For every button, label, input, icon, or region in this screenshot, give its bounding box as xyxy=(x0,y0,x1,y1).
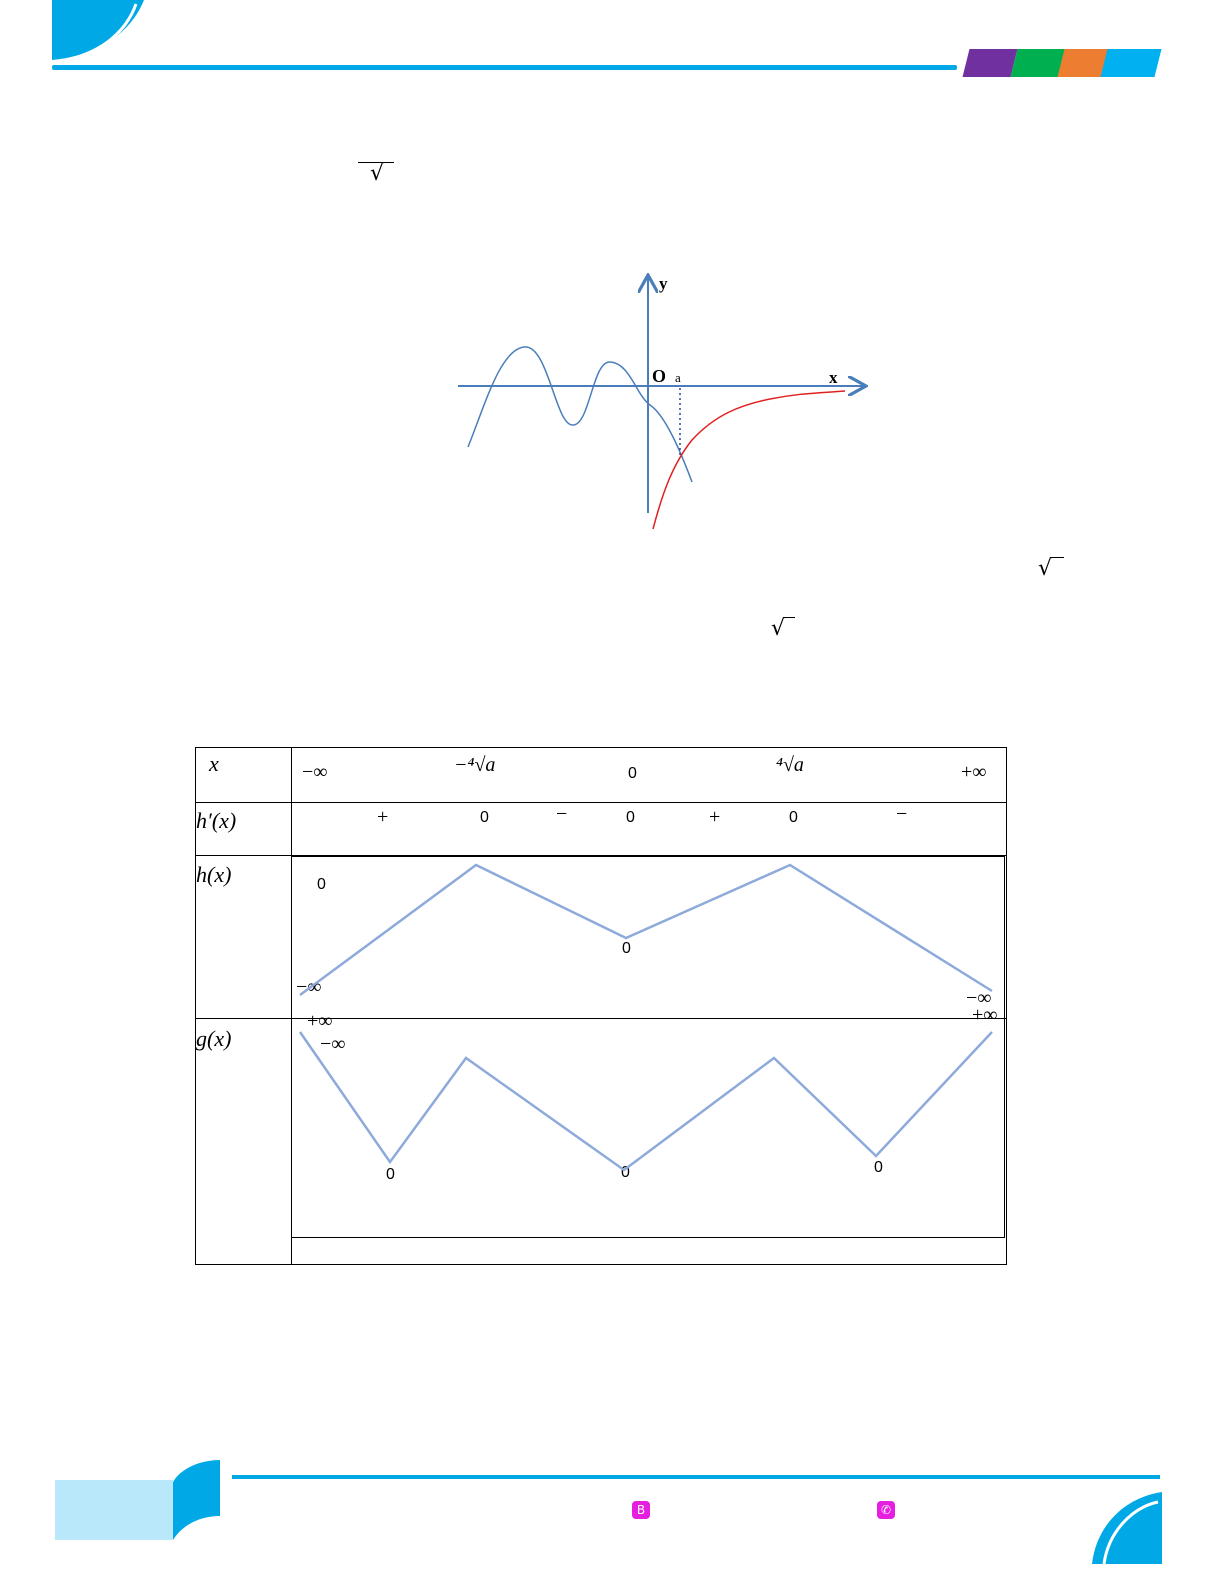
g-value: +∞ xyxy=(307,1010,333,1032)
x-value: +∞ xyxy=(961,761,987,783)
header-rule xyxy=(52,65,957,70)
header-corner-logo xyxy=(52,0,148,64)
header-block-purple xyxy=(963,49,1018,77)
h-prime-sign: + xyxy=(709,806,721,828)
y-axis-label: y xyxy=(659,274,668,293)
x-value: −∞ xyxy=(302,761,328,783)
h-prime-sign: 0 xyxy=(480,809,489,826)
radical-sign: √ xyxy=(771,616,786,641)
radical-overline xyxy=(785,617,795,618)
h-prime-sign: + xyxy=(377,806,389,828)
x-axis-label: x xyxy=(829,368,838,387)
row-label-h: h(x) xyxy=(196,862,232,887)
g-value: +∞ xyxy=(972,1004,998,1026)
x-value: 0 xyxy=(628,765,637,782)
origin-label: O xyxy=(652,366,667,386)
variation-table xyxy=(195,747,1007,1265)
row-label-x: x xyxy=(209,751,219,776)
header-block-blue xyxy=(1101,49,1162,77)
variation-lines xyxy=(196,748,1008,1266)
g-value: 0 xyxy=(874,1159,883,1176)
h-value: −∞ xyxy=(296,976,322,998)
row-label-g: g(x) xyxy=(196,1026,232,1051)
h-prime-sign: − xyxy=(896,803,908,825)
h-value: 0 xyxy=(622,940,631,957)
row-label-h-prime: h′(x) xyxy=(196,808,237,833)
a-label: a xyxy=(675,370,681,385)
h-prime-sign: − xyxy=(556,803,568,825)
h-prime-sign: 0 xyxy=(789,809,798,826)
h-value: 0 xyxy=(317,876,326,893)
g-variation-line xyxy=(300,1032,992,1170)
phone-icon: ✆ xyxy=(877,1501,895,1519)
radical-overline xyxy=(1052,557,1064,558)
function-graph xyxy=(440,265,880,540)
h-prime-sign: 0 xyxy=(626,809,635,826)
red-curve xyxy=(653,391,845,529)
footer-corner-logo xyxy=(1092,1492,1162,1564)
g-value: 0 xyxy=(386,1166,395,1183)
blogger-icon: B xyxy=(632,1501,650,1519)
h-value: −∞ xyxy=(966,987,992,1009)
g-value: 0 xyxy=(621,1164,630,1181)
radical-sign: √ xyxy=(370,161,385,186)
footer-rule xyxy=(232,1475,1160,1479)
header-block-green xyxy=(1011,49,1066,77)
x-value: ⁴√a xyxy=(776,754,804,776)
h-variation-line xyxy=(300,865,992,995)
g-value: −∞ xyxy=(320,1033,346,1055)
radical-sign: √ xyxy=(1038,556,1053,581)
footer-book-logo xyxy=(55,1458,225,1548)
x-value: −⁴√a xyxy=(454,754,496,776)
